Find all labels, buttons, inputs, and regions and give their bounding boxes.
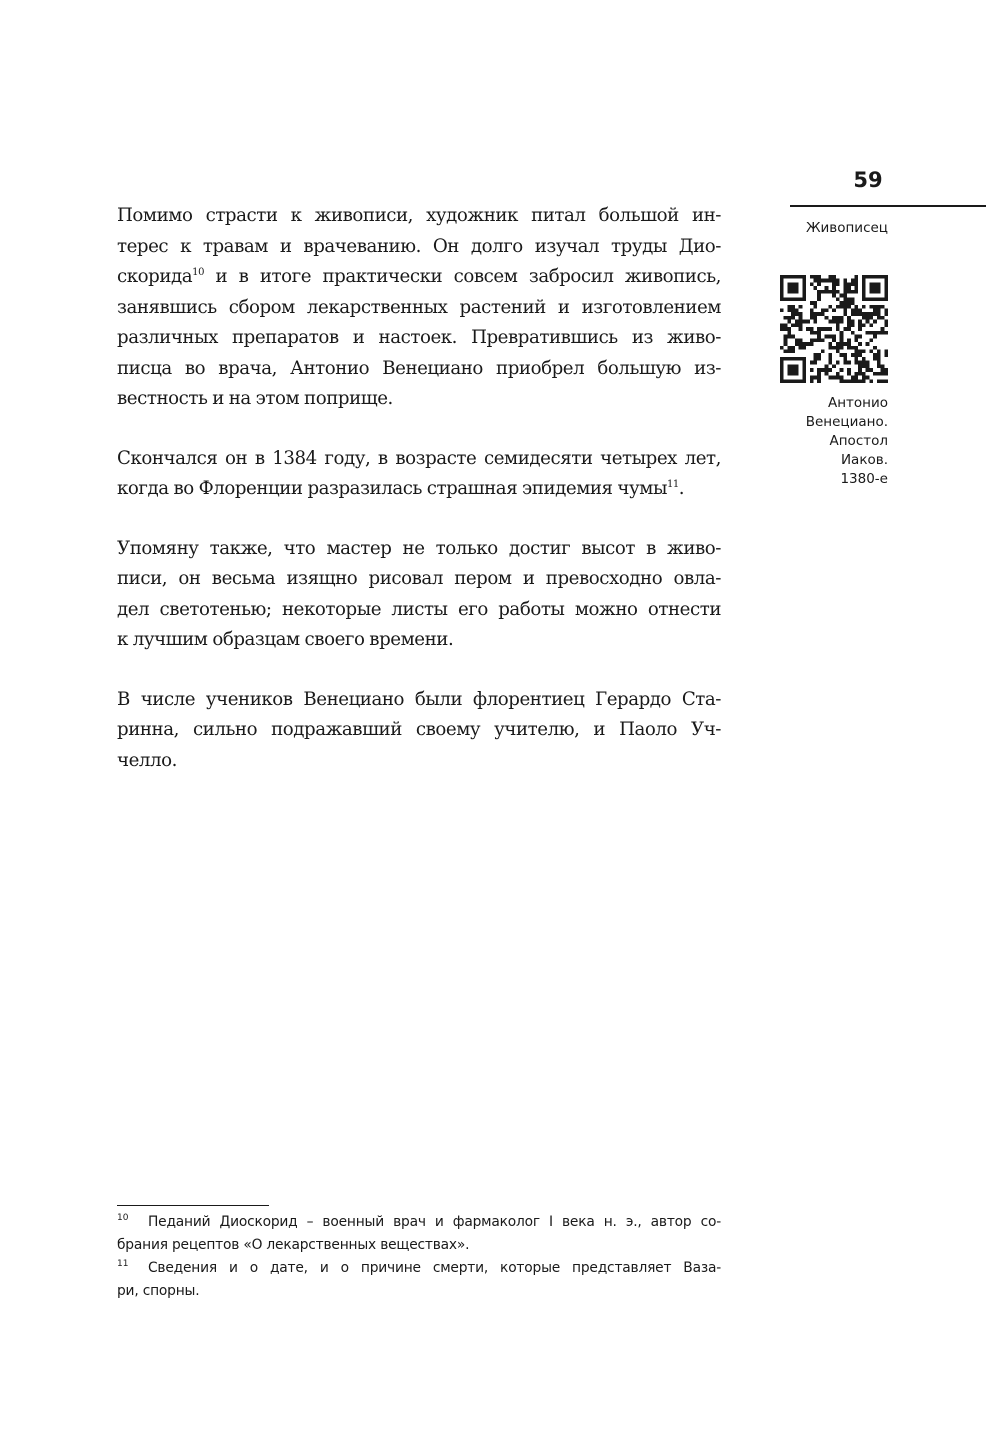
footnote-rule	[117, 1205, 269, 1206]
footnote-line: ри, спорны.	[117, 1283, 200, 1299]
text-line: челло.	[117, 749, 177, 771]
caption-line: Венециано.	[805, 414, 888, 430]
footnote-line: Педаний Диоскорид – военный врач и фармаколог I века н. э., автор со-	[148, 1214, 721, 1230]
text-line: Упомяну также, что мастер не только достиг высот в живо-	[117, 537, 721, 559]
page-number: 59	[853, 168, 883, 192]
text-line: дел светотенью; некоторые листы его работы можно отнести	[117, 598, 721, 620]
header-rule	[790, 205, 986, 207]
caption-line: Иаков.	[840, 452, 888, 468]
footnote-11	[117, 1257, 721, 1303]
text-line: В числе учеников Венециано были флорентиец Герардо Ста-	[117, 688, 721, 710]
caption-line: Апостол	[829, 433, 888, 449]
qr-code-icon[interactable]	[780, 275, 888, 383]
footnotes	[117, 1211, 721, 1303]
text-line: Скончался он в 1384 году, в возрасте семидесяти четырех лет,	[117, 447, 721, 469]
caption-line: Антонио	[827, 395, 888, 411]
text-line: скорида$^{10}$ и в итоге практически совсем забросил живопись,	[117, 266, 721, 287]
text-line: когда во Флоренции разразилась страшная эпидемия чумы$^{11}$.	[117, 478, 685, 499]
text-line: терес к травам и врачеванию. Он долго изучал труды Дио-	[117, 235, 721, 257]
paragraph-2	[117, 444, 721, 505]
footnote-number: 10	[117, 1213, 129, 1223]
footnote-line: брания рецептов «О лекарственных веществах».	[117, 1237, 470, 1253]
caption-line: 1380-е	[840, 471, 888, 487]
text-line: различных препаратов и настоек. Превратившись из живо-	[117, 327, 721, 348]
text-line: ринна, сильно подражавший своему учителю, и Паоло Уч-	[117, 719, 721, 740]
footnote-number: 11	[117, 1259, 129, 1269]
text-line: к лучшим образцам своего времени.	[117, 629, 454, 650]
footnote-ref-11[interactable]: 11	[666, 478, 679, 490]
footnote-ref-10[interactable]: 10	[192, 266, 204, 278]
paragraph-4	[117, 685, 721, 777]
text-line: писи, он весьма изящно рисовал пером и превосходно овла-	[117, 568, 721, 589]
paragraph-3	[117, 534, 721, 656]
footnote-line: Сведения и о дате, и о причине смерти, которые представляет Вазa-	[148, 1260, 721, 1276]
text-line: занявшись сбором лекарственных растений и изготовлением	[117, 296, 721, 318]
running-head: Живописец	[805, 220, 888, 236]
text-line: Помимо страсти к живописи, художник питал большой ин-	[117, 205, 721, 226]
paragraph-1	[117, 201, 721, 415]
body-text	[117, 201, 721, 805]
text-line: вестность и на этом поприще.	[117, 388, 393, 409]
text-line: писца во врача, Антонио Венециано приобрел большую из-	[117, 357, 721, 379]
footnote-10	[117, 1211, 721, 1257]
illustration-caption	[760, 394, 888, 489]
